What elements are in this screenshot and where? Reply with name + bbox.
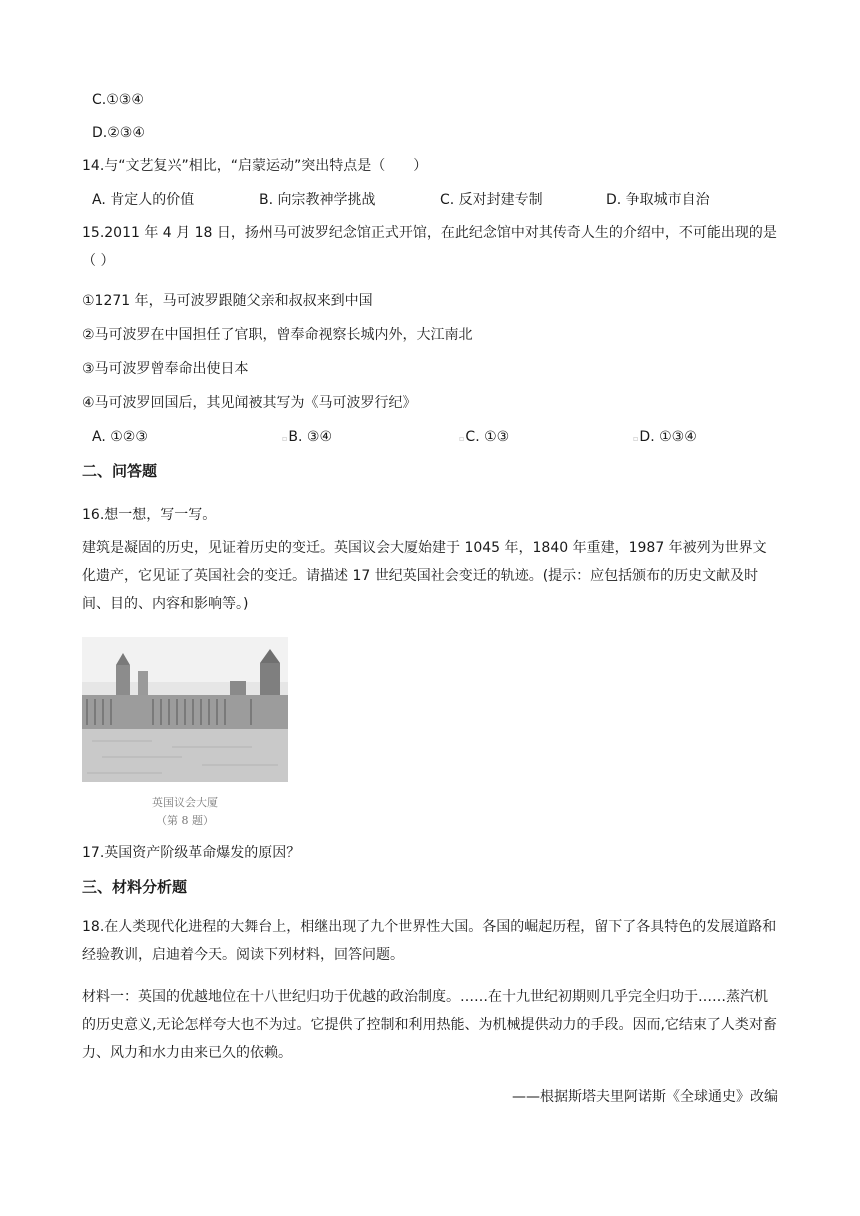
q15-stem: 15.2011 年 4 月 18 日，扬州马可波罗纪念馆正式开馆，在此纪念馆中对其传奇人生的介绍中，不可能出现的是（ ） bbox=[82, 225, 777, 269]
q14-option-c: C. 反对封建专制 bbox=[440, 192, 543, 208]
q16-body: 建筑是凝固的历史，见证着历史的变迁。英国议会大厦始建于 1045 年，1840 年重建，1987 年被列为世界文化遗产，它见证了英国社会的变迁。请描述 17 世纪英国社会变迁的轨迹。(提示：应包括颁布的历史文献及时间、目的、内容和影响等。) bbox=[82, 540, 767, 612]
figure-caption: 英国议会大厦 bbox=[152, 796, 218, 809]
q14-option-a: A. 肯定人的价值 bbox=[92, 192, 195, 208]
q15-item-4: ④马可波罗回国后，其见闻被其写为《马可波罗行纪》 bbox=[82, 395, 417, 411]
q15-item-2: ②马可波罗在中国担任了官职，曾奉命视察长城内外，大江南北 bbox=[82, 327, 473, 343]
q18-material: 材料一：英国的优越地位在十八世纪归功于优越的政治制度。……在十九世纪初期则几乎完全归功于……蒸汽机的历史意义,无论怎样夸大也不为过。它提供了控制和利用热能、为机械提供动力的手段。因而,它结束了人类对畜力、风力和水力由来已久的依赖。 bbox=[82, 989, 777, 1061]
parliament-photo bbox=[82, 637, 288, 782]
q14-option-b: B. 向宗教神学挑战 bbox=[259, 192, 376, 208]
q15-option-d: D. ①③④ bbox=[639, 429, 697, 445]
q15-item-1: ①1271 年，马可波罗跟随父亲和叔叔来到中国 bbox=[82, 293, 373, 309]
q18-stem: 18.在人类现代化进程的大舞台上，相继出现了九个世界性大国。各国的崛起历程，留下了各具特色的发展道路和经验教训，启迪着今天。阅读下列材料，回答问题。 bbox=[82, 919, 777, 963]
q15-option-d-wrap: ▫D. ①③④ bbox=[633, 429, 697, 445]
section-3-title: 三、材料分析题 bbox=[82, 878, 188, 896]
q15-option-c: C. ①③ bbox=[465, 429, 510, 445]
q17-stem: 17.英国资产阶级革命爆发的原因？ bbox=[82, 845, 301, 861]
q15-option-c-wrap: ▫C. ①③ bbox=[459, 429, 510, 445]
q15-option-a: A. ①②③ bbox=[92, 429, 148, 445]
q15-option-b-wrap: ▫B. ③④ bbox=[282, 429, 333, 445]
q15-item-3: ③马可波罗曾奉命出使日本 bbox=[82, 361, 249, 377]
q15-option-b: B. ③④ bbox=[288, 429, 333, 445]
figure-note: （第 8 题） bbox=[156, 814, 214, 827]
q13-option-c: C.①③④ bbox=[92, 92, 144, 108]
q14-option-d: D. 争取城市自治 bbox=[606, 192, 710, 208]
q16-stem: 16.想一想，写一写。 bbox=[82, 507, 217, 523]
material-source: ——根据斯塔夫里阿诺斯《全球通史》改编 bbox=[512, 1089, 778, 1105]
section-2-title: 二、问答题 bbox=[82, 462, 158, 480]
q13-option-d: D.②③④ bbox=[92, 125, 145, 141]
q14-stem: 14.与“文艺复兴”相比，“启蒙运动”突出特点是（ ） bbox=[82, 158, 428, 174]
